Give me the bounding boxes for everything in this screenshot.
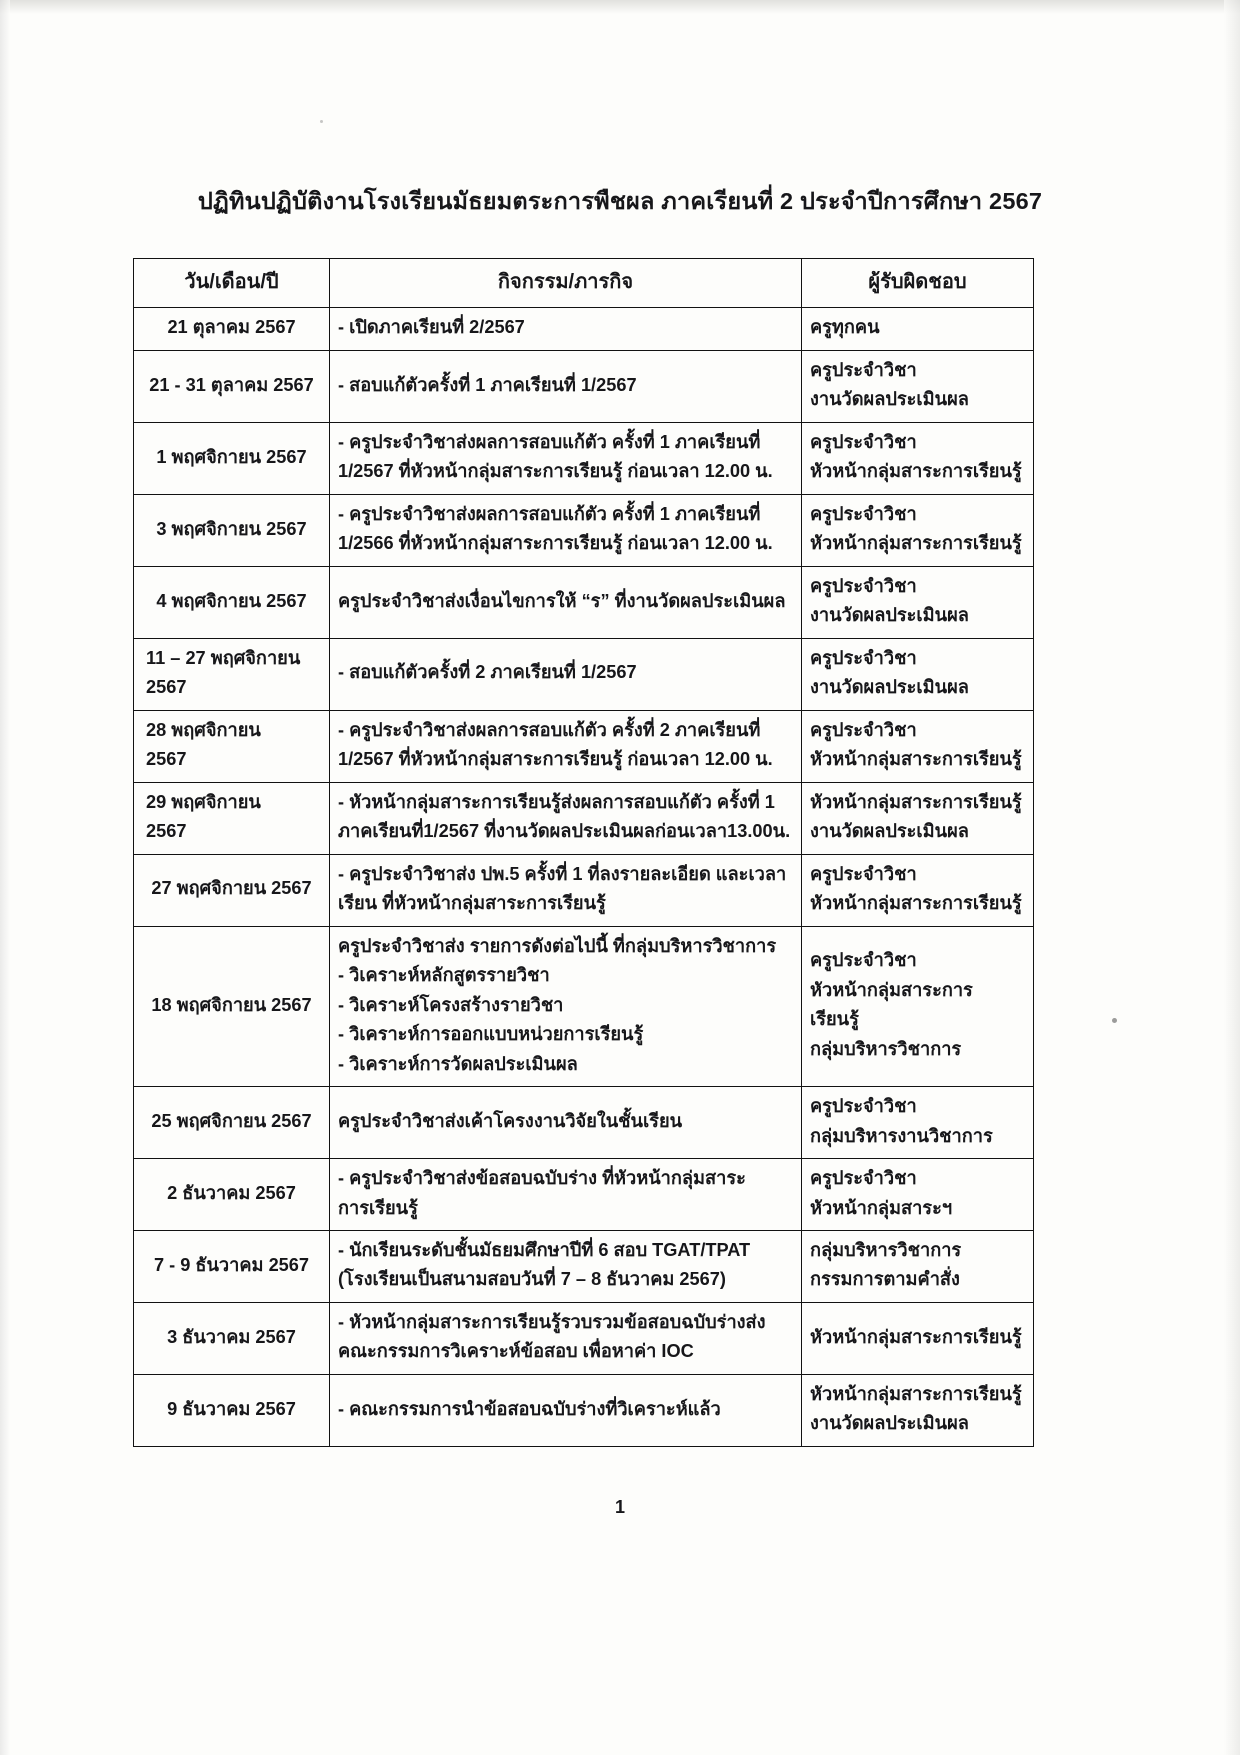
cell-date (134, 1302, 330, 1374)
cell-responsible-line: หัวหน้ากลุ่มสาระการ (810, 979, 973, 1000)
cell-activity-line: ภาคเรียนที่1/2567 ที่งานวัดผลประเมินผลก่อนเวลา13.00น. (338, 821, 791, 842)
cell-responsible-line: งานวัดผลประเมินผล (810, 389, 969, 410)
cell-date (134, 710, 330, 782)
cell-responsible (802, 854, 1034, 926)
cell-responsible (802, 308, 1034, 350)
table-row (134, 710, 1034, 782)
cell-activity-line: - ครูประจำวิชาส่งข้อสอบฉบับร่าง ที่หัวหน้ากลุ่มสาระ (338, 1168, 746, 1189)
cell-activity-line: - ครูประจำวิชาส่งผลการสอบแก้ตัว ครั้งที่ 1 ภาคเรียนที่ (338, 431, 761, 452)
cell-activity-line: - ครูประจำวิชาส่งผลการสอบแก้ตัว ครั้งที่ 1 ภาคเรียนที่ (338, 503, 761, 524)
cell-activity-line: 1/2566 ที่หัวหน้ากลุ่มสาระการเรียนรู้ ก่อนเวลา 12.00 น. (338, 533, 773, 554)
cell-responsible-line: ครูประจำวิชา (810, 575, 917, 596)
column-header-responsible: ผู้รับผิดชอบ (802, 259, 1034, 308)
cell-date (134, 1230, 330, 1302)
cell-activity-line: - วิเคราะห์หลักสูตรรายวิชา (338, 965, 550, 986)
cell-date-line: 2567 (146, 749, 187, 770)
cell-date-line: 21 - 31 ตุลาคม 2567 (149, 374, 314, 395)
cell-date-line: 4 พฤศจิกายน 2567 (156, 590, 307, 611)
column-header-activity: กิจกรรม/ภารกิจ (330, 259, 802, 308)
cell-responsible-line: หัวหน้ากลุ่มสาระการเรียนรู้ (810, 893, 1022, 914)
cell-activity-line: 1/2567 ที่หัวหน้ากลุ่มสาระการเรียนรู้ ก่อนเวลา 12.00 น. (338, 749, 773, 770)
cell-responsible (802, 782, 1034, 854)
table-row (134, 1374, 1034, 1446)
table-row (134, 566, 1034, 638)
cell-date (134, 422, 330, 494)
cell-responsible-line: หัวหน้ากลุ่มสาระการเรียนรู้ (810, 1383, 1022, 1404)
cell-date-line: 2567 (146, 677, 187, 698)
cell-activity-line: ครูประจำวิชาส่งเค้าโครงงานวิจัยในชั้นเรียน (338, 1110, 683, 1131)
cell-responsible (802, 422, 1034, 494)
cell-date-line: 29 พฤศจิกายน (146, 791, 261, 812)
cell-responsible-line: กรรมการตามคำสั่ง (810, 1269, 960, 1290)
cell-activity (330, 494, 802, 566)
cell-date-line: 1 พฤศจิกายน 2567 (156, 446, 307, 467)
cell-activity-line: - นักเรียนระดับชั้นมัธยมศึกษาปีที่ 6 สอบ TGAT/TPAT (338, 1239, 751, 1260)
cell-responsible-line: เรียนรู้ (810, 1009, 859, 1030)
cell-date (134, 782, 330, 854)
page-number: 1 (614, 1497, 625, 1517)
cell-activity-line: - วิเคราะห์โครงสร้างรายวิชา (338, 994, 564, 1015)
cell-activity (330, 1374, 802, 1446)
cell-activity (330, 566, 802, 638)
cell-responsible-line: งานวัดผลประเมินผล (810, 1413, 969, 1434)
cell-date (134, 308, 330, 350)
cell-responsible-line: ครูประจำวิชา (810, 647, 917, 668)
cell-activity-line: - สอบแก้ตัวครั้งที่ 2 ภาคเรียนที่ 1/2567 (338, 662, 637, 683)
cell-activity (330, 1087, 802, 1159)
cell-date-line: 3 พฤศจิกายน 2567 (156, 518, 307, 539)
cell-date (134, 566, 330, 638)
cell-responsible-line: ครูประจำวิชา (810, 1096, 917, 1117)
cell-activity (330, 422, 802, 494)
table-row (134, 638, 1034, 710)
scan-speck (1112, 1018, 1117, 1023)
table-row (134, 1302, 1034, 1374)
cell-responsible-line: ครูประจำวิชา (810, 950, 917, 971)
cell-date (134, 854, 330, 926)
cell-responsible-line: ครูประจำวิชา (810, 1168, 917, 1189)
cell-responsible (802, 638, 1034, 710)
cell-activity-line: - ครูประจำวิชาส่ง ปพ.5 ครั้งที่ 1 ที่ลงรายละเอียด และเวลา (338, 863, 787, 884)
cell-responsible-line: กลุ่มบริหารวิชาการ (810, 1239, 962, 1260)
cell-activity-line: (โรงเรียนเป็นสนามสอบวันที่ 7 – 8 ธันวาคม 2567) (338, 1269, 726, 1290)
cell-responsible (802, 1230, 1034, 1302)
cell-activity (330, 1230, 802, 1302)
cell-responsible-line: หัวหน้ากลุ่มสาระการเรียนรู้ (810, 461, 1022, 482)
cell-date-line: 3 ธันวาคม 2567 (167, 1326, 296, 1347)
cell-activity-line: การเรียนรู้ (338, 1197, 418, 1218)
table-row (134, 422, 1034, 494)
cell-activity-line: - คณะกรรมการนำข้อสอบฉบับร่างที่วิเคราะห์แล้ว (338, 1398, 721, 1419)
cell-responsible (802, 1087, 1034, 1159)
cell-responsible-line: หัวหน้ากลุ่มสาระการเรียนรู้ (810, 791, 1022, 812)
table-row (134, 1087, 1034, 1159)
cell-date-line: 2 ธันวาคม 2567 (167, 1182, 296, 1203)
cell-date-line: 7 - 9 ธันวาคม 2567 (153, 1254, 310, 1275)
table-row (134, 1230, 1034, 1302)
cell-responsible-line: หัวหน้ากลุ่มสาระการเรียนรู้ (810, 749, 1022, 770)
cell-date (134, 1087, 330, 1159)
table-row (134, 494, 1034, 566)
table-row (134, 350, 1034, 422)
scan-speck (320, 120, 323, 123)
cell-activity (330, 782, 802, 854)
cell-responsible (802, 566, 1034, 638)
cell-activity-line: เรียน ที่หัวหน้ากลุ่มสาระการเรียนรู้ (338, 893, 606, 914)
cell-date-line: 9 ธันวาคม 2567 (167, 1398, 296, 1419)
cell-activity-line: - หัวหน้ากลุ่มสาระการเรียนรู้ส่งผลการสอบแก้ตัว ครั้งที่ 1 (338, 791, 775, 812)
cell-date-line: 25 พฤศจิกายน 2567 (151, 1110, 312, 1131)
cell-responsible-line: ครูประจำวิชา (810, 359, 917, 380)
cell-responsible (802, 1302, 1034, 1374)
page-title: ปฏิทินปฏิบัติงานโรงเรียนมัธยมตระการพืชผล ภาคเรียนที่ 2 ประจำปีการศึกษา 2567 (197, 188, 1043, 214)
cell-activity-line: - ครูประจำวิชาส่งผลการสอบแก้ตัว ครั้งที่ 2 ภาคเรียนที่ (338, 719, 761, 740)
cell-activity (330, 308, 802, 350)
cell-responsible (802, 926, 1034, 1086)
cell-responsible-line: ครูทุกคน (810, 317, 880, 338)
cell-date-line: 27 พฤศจิกายน 2567 (151, 878, 312, 899)
cell-activity (330, 350, 802, 422)
table-row (134, 854, 1034, 926)
cell-responsible-line: งานวัดผลประเมินผล (810, 677, 969, 698)
calendar-table (133, 258, 1034, 1447)
cell-responsible (802, 494, 1034, 566)
cell-date-line: 18 พฤศจิกายน 2567 (151, 994, 312, 1015)
cell-responsible (802, 1374, 1034, 1446)
calendar-table-body (134, 308, 1034, 1447)
cell-responsible-line: หัวหน้ากลุ่มสาระฯ (810, 1197, 953, 1218)
table-row (134, 308, 1034, 350)
cell-responsible-line: ครูประจำวิชา (810, 503, 917, 524)
cell-activity-line: คณะกรรมการวิเคราะห์ข้อสอบ เพื่อหาค่า IOC (338, 1341, 694, 1362)
cell-responsible-line: หัวหน้ากลุ่มสาระการเรียนรู้ (810, 1326, 1022, 1347)
cell-activity (330, 638, 802, 710)
table-row (134, 782, 1034, 854)
table-row (134, 1159, 1034, 1231)
cell-responsible (802, 350, 1034, 422)
cell-responsible-line: งานวัดผลประเมินผล (810, 605, 969, 626)
scan-edge-right (1224, 0, 1240, 1755)
cell-responsible-line: ครูประจำวิชา (810, 719, 917, 740)
cell-activity-line: - หัวหน้ากลุ่มสาระการเรียนรู้รวบรวมข้อสอบฉบับร่างส่ง (338, 1311, 766, 1332)
cell-activity-line: - วิเคราะห์การวัดผลประเมินผล (338, 1053, 578, 1074)
cell-activity (330, 710, 802, 782)
cell-responsible (802, 1159, 1034, 1231)
cell-responsible-line: ครูประจำวิชา (810, 431, 917, 452)
cell-date-line: 2567 (146, 821, 187, 842)
table-header-row (134, 259, 1034, 308)
cell-date (134, 926, 330, 1086)
cell-responsible (802, 710, 1034, 782)
cell-date-line: 11 – 27 พฤศจิกายน (146, 647, 301, 668)
table-row (134, 926, 1034, 1086)
cell-activity-line: ครูประจำวิชาส่ง รายการดังต่อไปนี้ ที่กลุ่มบริหารวิชาการ (338, 935, 777, 956)
cell-date (134, 1159, 330, 1231)
cell-activity (330, 854, 802, 926)
cell-activity-line: 1/2567 ที่หัวหน้ากลุ่มสาระการเรียนรู้ ก่อนเวลา 12.00 น. (338, 461, 773, 482)
cell-activity (330, 926, 802, 1086)
cell-responsible-line: หัวหน้ากลุ่มสาระการเรียนรู้ (810, 533, 1022, 554)
cell-responsible-line: กลุ่มบริหารวิชาการ (810, 1038, 962, 1059)
cell-activity (330, 1159, 802, 1231)
cell-responsible-line: ครูประจำวิชา (810, 863, 917, 884)
cell-date-line: 21 ตุลาคม 2567 (167, 317, 296, 338)
cell-date-line: 28 พฤศจิกายน (146, 719, 261, 740)
cell-activity-line: - สอบแก้ตัวครั้งที่ 1 ภาคเรียนที่ 1/2567 (338, 374, 637, 395)
cell-responsible-line: งานวัดผลประเมินผล (810, 821, 969, 842)
scan-edge-left (0, 0, 10, 1755)
cell-activity (330, 1302, 802, 1374)
cell-activity-line: - เปิดภาคเรียนที่ 2/2567 (338, 317, 525, 338)
cell-responsible-line: กลุ่มบริหารงานวิชาการ (810, 1125, 993, 1146)
scan-edge-top (0, 0, 1240, 14)
column-header-date: วัน/เดือน/ปี (134, 259, 330, 308)
cell-date (134, 638, 330, 710)
cell-date (134, 494, 330, 566)
cell-activity-line: ครูประจำวิชาส่งเงื่อนไขการให้ “ร” ที่งานวัดผลประเมินผล (338, 590, 786, 611)
cell-activity-line: - วิเคราะห์การออกแบบหน่วยการเรียนรู้ (338, 1024, 644, 1045)
cell-date (134, 1374, 330, 1446)
cell-date (134, 350, 330, 422)
